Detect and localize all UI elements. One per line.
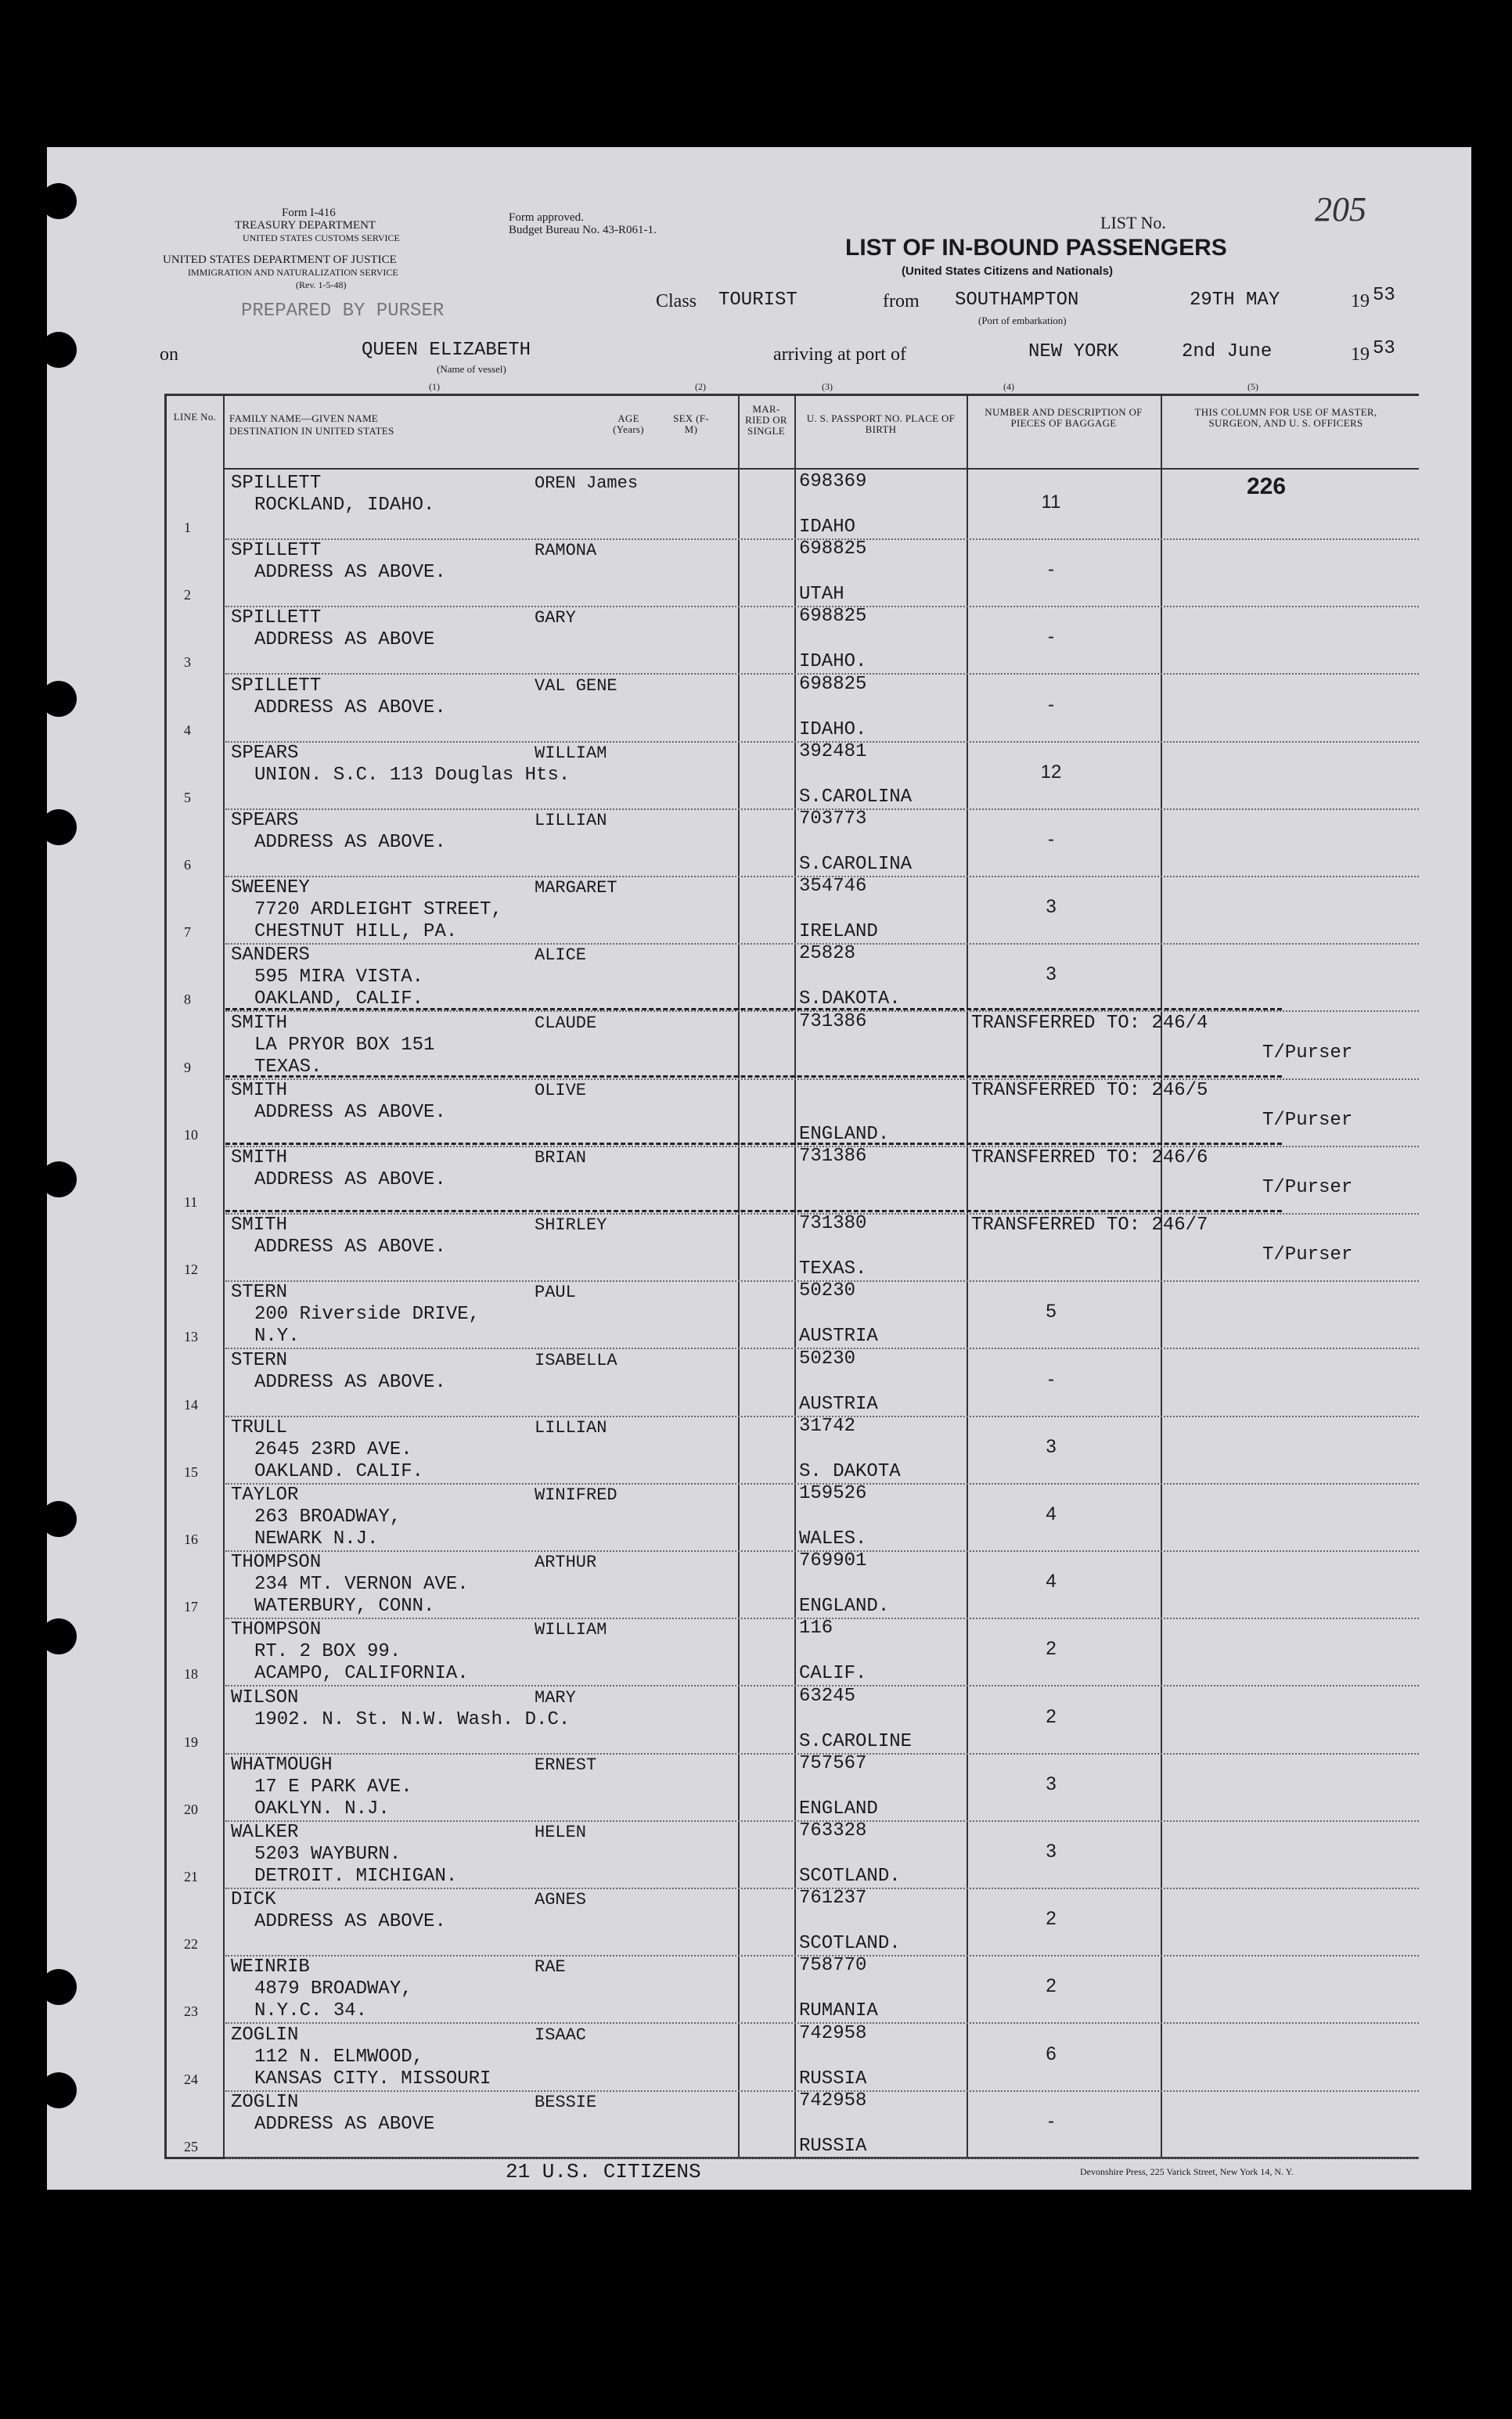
punch-hole: [41, 183, 77, 219]
baggage-count: 12: [1040, 761, 1062, 783]
place-of-birth: IDAHO.: [799, 718, 867, 740]
line-number: 19: [184, 1733, 198, 1750]
passport-number: 698369: [799, 471, 867, 492]
place-of-birth: AUSTRIA: [799, 1326, 878, 1348]
passport-number: 63245: [799, 1685, 856, 1707]
family-name: SMITH: [231, 1012, 288, 1034]
given-name: OREN James: [535, 473, 639, 493]
family-name: SMITH: [231, 1079, 288, 1101]
line-number: 18: [184, 1666, 198, 1683]
given-name: GARY: [535, 608, 576, 628]
passenger-row: [167, 1146, 1419, 1215]
vessel-note: (Name of vessel): [437, 363, 506, 375]
baggage-count: 4: [1046, 1571, 1057, 1593]
place-of-birth: ENGLAND.: [799, 1123, 890, 1145]
passenger-row: [167, 1820, 1419, 1889]
address-line-2: TEXAS.: [254, 1056, 322, 1078]
address-line-2: KANSAS CITY. MISSOURI: [254, 2068, 491, 2090]
purser-note: T/Purser: [1262, 1244, 1353, 1266]
place-of-birth: S.DAKOTA.: [799, 988, 901, 1010]
given-name: RAMONA: [535, 541, 597, 561]
place-of-birth: TEXAS.: [799, 1258, 867, 1280]
row-rule: [225, 2158, 1419, 2159]
address-line-1: ADDRESS AS ABOVE.: [254, 562, 446, 584]
punch-hole: [41, 2072, 77, 2108]
address-line-2: ACAMPO, CALIFORNIA.: [254, 1663, 469, 1685]
budget-bureau: Budget Bureau No. 43-R061-1.: [509, 224, 657, 236]
given-name: ISAAC: [535, 2025, 587, 2045]
line-number: 11: [184, 1194, 198, 1210]
vessel-name: QUEEN ELIZABETH: [362, 340, 531, 361]
family-name: SANDERS: [231, 945, 310, 967]
address-line-2: OAKLYN. N.J.: [254, 1798, 390, 1820]
given-name: ARTHUR: [535, 1553, 597, 1573]
transfer-note: TRANSFERRED TO: 246/7: [971, 1215, 1208, 1236]
given-name: MARY: [535, 1687, 576, 1708]
place-of-birth: IDAHO.: [799, 651, 867, 673]
baggage-count: -: [1048, 829, 1054, 850]
line-number: 10: [184, 1126, 198, 1143]
given-name: LILLIAN: [535, 1417, 607, 1438]
class-label: Class: [656, 291, 697, 311]
address-line-1: 234 MT. VERNON AVE.: [254, 1574, 469, 1596]
given-name: AGNES: [535, 1890, 587, 1910]
passenger-list-sheet: [47, 147, 1471, 2190]
line-number: 5: [184, 789, 191, 805]
line-number: 6: [184, 857, 191, 873]
baggage-count: -: [1048, 1368, 1054, 1390]
list-no-value: 205: [1315, 190, 1366, 229]
place-of-birth: S.CAROLINA: [799, 786, 913, 808]
passenger-row: [167, 1686, 1419, 1755]
baggage-count: 3: [1046, 896, 1057, 918]
baggage-count: 11: [1041, 491, 1061, 513]
customs-service: UNITED STATES CUSTOMS SERVICE: [243, 232, 400, 243]
family-name: SPILLETT: [231, 473, 322, 494]
header-officers: THIS COLUMN FOR USE OF MASTER, SURGEON, AND U. S. OFFICERS: [1194, 406, 1377, 429]
family-name: STERN: [231, 1349, 288, 1371]
baggage-count: -: [1048, 626, 1054, 648]
embark-note: (Port of embarkation): [978, 315, 1067, 326]
address-line-2: DETROIT. MICHIGAN.: [254, 1866, 458, 1887]
family-name: SPEARS: [231, 742, 299, 764]
family-name: ZOGLIN: [231, 2091, 299, 2113]
passenger-row: [167, 808, 1419, 877]
passport-number: 731386: [799, 1146, 867, 1167]
embark-port: SOUTHAMPTON: [955, 290, 1079, 311]
line-number: 25: [184, 2138, 198, 2154]
family-name: THOMPSON: [231, 1619, 322, 1641]
purser-note: T/Purser: [1262, 1109, 1353, 1131]
address-line-2: CHESTNUT HILL, PA.: [254, 921, 458, 943]
col-num: (2): [695, 381, 706, 392]
on-label: on: [160, 344, 178, 365]
passenger-row: [167, 1753, 1419, 1822]
line-number: 3: [184, 654, 191, 671]
passport-number: 354746: [799, 876, 867, 898]
address-line-1: 2645 23RD AVE.: [254, 1438, 412, 1460]
given-name: HELEN: [535, 1823, 587, 1842]
address-line-1: 7720 ARDLEIGHT STREET,: [254, 899, 502, 921]
line-number: 16: [184, 1532, 198, 1547]
arriving-label: arriving at port of: [773, 344, 906, 365]
prepared-by: PREPARED BY PURSER: [241, 301, 445, 322]
passenger-row: [167, 1550, 1419, 1619]
given-name: WILLIAM: [535, 743, 607, 763]
passenger-row: [167, 1078, 1419, 1147]
passenger-row: [167, 876, 1419, 945]
passport-number: 50230: [799, 1280, 856, 1302]
line-number: 1: [184, 520, 191, 535]
address-line-1: RT. 2 BOX 99.: [254, 1641, 401, 1663]
transfer-note: TRANSFERRED TO: 246/5: [971, 1079, 1208, 1101]
punch-hole: [41, 1969, 77, 2005]
address-line-2: OAKLAND, CALIF.: [254, 988, 424, 1010]
address-line-1: ADDRESS AS ABOVE.: [254, 1911, 446, 1933]
passenger-row: [167, 1416, 1419, 1485]
line-number: 9: [184, 1059, 191, 1075]
address-line-1: LA PRYOR BOX 151: [254, 1034, 435, 1056]
passport-number: 116: [799, 1618, 833, 1640]
passenger-row: [167, 606, 1419, 675]
baggage-count: -: [1048, 693, 1054, 715]
header-age: AGE (Years): [613, 412, 644, 435]
family-name: SPILLETT: [231, 675, 322, 697]
family-name: WILSON: [231, 1686, 299, 1708]
address-line-1: 5203 WAYBURN.: [254, 1844, 401, 1865]
passenger-row: [167, 2023, 1419, 2092]
address-line-2: NEWARK N.J.: [254, 1528, 379, 1550]
officer-note: 226: [1247, 473, 1287, 499]
baggage-count: 2: [1046, 1705, 1057, 1727]
given-name: ERNEST: [535, 1755, 597, 1775]
passport-number: 742958: [799, 2090, 867, 2111]
given-name: SHIRLEY: [535, 1215, 607, 1236]
address-line-2: N.Y.C. 34.: [254, 2000, 368, 2022]
given-name: BESSIE: [535, 2092, 597, 2112]
passenger-row: [167, 741, 1419, 810]
passenger-row: [167, 1955, 1419, 2024]
family-name: SMITH: [231, 1147, 288, 1168]
line-number: 7: [184, 924, 191, 941]
passenger-row: [167, 538, 1419, 607]
line-number: 8: [184, 992, 191, 1008]
passport-number: 50230: [799, 1348, 856, 1370]
given-name: LILLIAN: [535, 811, 607, 830]
given-name: OLIVE: [535, 1080, 587, 1100]
passenger-row: [167, 2090, 1419, 2159]
line-number: 20: [184, 1801, 198, 1817]
address-line-1: ADDRESS AS ABOVE.: [254, 1371, 446, 1393]
form-number: Form I-416: [282, 207, 336, 219]
passenger-row: [167, 1348, 1419, 1417]
address-line-1: 1902. N. St. N.W. Wash. D.C.: [254, 1708, 571, 1730]
strike-line: [225, 1008, 1282, 1010]
passenger-row: [167, 1618, 1419, 1686]
baggage-count: 6: [1046, 2043, 1057, 2064]
family-name: SPILLETT: [231, 607, 322, 629]
ins-service: IMMIGRATION AND NATURALIZATION SERVICE: [188, 267, 398, 278]
header-married: MAR-RIED OR SINGLE: [745, 403, 787, 437]
place-of-birth: IRELAND: [799, 921, 878, 943]
passport-number: 731380: [799, 1213, 867, 1235]
baggage-count: 2: [1046, 1975, 1057, 1997]
from-label: from: [883, 291, 920, 311]
header-baggage: NUMBER AND DESCRIPTION OF PIECES OF BAGGAGE: [985, 406, 1143, 429]
baggage-count: 2: [1046, 1908, 1057, 1930]
address-line-2: WATERBURY, CONN.: [254, 1596, 435, 1618]
passport-number: 758770: [799, 1955, 867, 1977]
purser-note: T/Purser: [1262, 1177, 1353, 1198]
given-name: PAUL: [535, 1283, 576, 1303]
passenger-row: [167, 1213, 1419, 1282]
family-name: DICK: [231, 1889, 276, 1911]
page-subtitle: (United States Citizens and Nationals): [902, 265, 1114, 278]
passenger-table: [164, 394, 1419, 2159]
place-of-birth: S. DAKOTA: [799, 1460, 901, 1482]
revision: (Rev. 1-5-48): [296, 279, 347, 290]
punch-hole: [41, 1161, 77, 1197]
header-passport: U. S. PASSPORT NO. PLACE OF BIRTH: [806, 412, 956, 435]
address-line-1: ROCKLAND, IDAHO.: [254, 495, 435, 516]
passenger-row: [167, 1483, 1419, 1552]
line-number: 24: [184, 2071, 198, 2087]
given-name: BRIAN: [535, 1148, 587, 1168]
justice-dept: UNITED STATES DEPARTMENT OF JUSTICE: [163, 254, 397, 266]
address-line-1: ADDRESS AS ABOVE.: [254, 832, 446, 853]
line-number: 14: [184, 1396, 198, 1413]
punch-hole: [41, 1618, 77, 1654]
place-of-birth: CALIF.: [799, 1663, 867, 1685]
year-prefix: 19: [1351, 344, 1370, 365]
given-name: ALICE: [535, 945, 587, 966]
place-of-birth: S.CAROLINA: [799, 854, 913, 875]
punch-hole: [41, 1501, 77, 1537]
address-line-1: ADDRESS AS ABOVE.: [254, 697, 446, 718]
embark-date: 29TH MAY: [1190, 290, 1280, 311]
place-of-birth: ENGLAND: [799, 1798, 878, 1820]
passenger-row: [167, 1280, 1419, 1349]
strike-line: [225, 1075, 1282, 1078]
passport-number: 769901: [799, 1550, 867, 1572]
purser-note: T/Purser: [1262, 1042, 1353, 1064]
col-num: (1): [429, 381, 440, 392]
printer-imprint: Devonshire Press, 225 Varick Street, New York 14, N. Y.: [1080, 2166, 1294, 2177]
baggage-count: 3: [1046, 963, 1057, 985]
place-of-birth: ENGLAND.: [799, 1596, 890, 1618]
line-number: 4: [184, 722, 191, 738]
total-citizens: 21 U.S. CITIZENS: [506, 2160, 701, 2183]
page-title: LIST OF IN-BOUND PASSENGERS: [845, 235, 1227, 261]
address-line-1: ADDRESS AS ABOVE.: [254, 1101, 446, 1123]
address-line-1: 595 MIRA VISTA.: [254, 967, 424, 988]
address-line-1: ADDRESS AS ABOVE.: [254, 1169, 446, 1190]
line-number: 17: [184, 1599, 198, 1615]
passport-number: 742958: [799, 2022, 867, 2044]
passenger-row: [167, 674, 1419, 743]
passport-number: 698825: [799, 606, 867, 628]
baggage-count: 5: [1046, 1301, 1057, 1323]
embark-year: 53: [1373, 285, 1395, 306]
family-name: SWEENEY: [231, 877, 310, 899]
baggage-count: 3: [1046, 1773, 1057, 1794]
place-of-birth: RUSSIA: [799, 2068, 867, 2090]
place-of-birth: RUMANIA: [799, 2000, 878, 2022]
list-no-label: LIST No.: [1100, 213, 1166, 232]
place-of-birth: SCOTLAND.: [799, 1866, 901, 1887]
family-name: THOMPSON: [231, 1552, 322, 1574]
col-num: (5): [1247, 381, 1258, 392]
punch-hole: [41, 332, 77, 368]
transfer-note: TRANSFERRED TO: 246/4: [971, 1012, 1208, 1034]
arrival-date: 2nd June: [1182, 341, 1273, 362]
family-name: SPILLETT: [231, 540, 322, 562]
passenger-row: [167, 1011, 1419, 1080]
passenger-row: [167, 471, 1419, 540]
address-line-1: UNION. S.C. 113 Douglas Hts.: [254, 764, 571, 786]
place-of-birth: SCOTLAND.: [799, 1933, 901, 1955]
transfer-note: TRANSFERRED TO: 246/6: [971, 1147, 1208, 1168]
baggage-count: -: [1048, 2110, 1054, 2132]
address-line-1: 112 N. ELMWOOD,: [254, 2046, 424, 2068]
passport-number: 25828: [799, 943, 856, 965]
header-line-no: LINE No.: [173, 411, 217, 423]
line-number: 12: [184, 1262, 198, 1278]
address-line-1: ADDRESS AS ABOVE.: [254, 1236, 446, 1258]
family-name: TRULL: [231, 1416, 288, 1438]
given-name: MARGARET: [535, 878, 617, 898]
family-name: STERN: [231, 1282, 288, 1304]
passport-number: 703773: [799, 808, 867, 830]
given-name: WINIFRED: [535, 1485, 617, 1505]
family-name: WHATMOUGH: [231, 1754, 333, 1776]
address-line-2: N.Y.: [254, 1326, 300, 1348]
line-number: 22: [184, 1936, 198, 1953]
family-name: TAYLOR: [231, 1485, 299, 1506]
passport-number: 31742: [799, 1415, 856, 1437]
place-of-birth: WALES.: [799, 1528, 867, 1550]
address-line-1: ADDRESS AS ABOVE: [254, 629, 435, 651]
address-line-1: 4879 BROADWAY,: [254, 1978, 412, 2000]
punch-hole: [41, 681, 77, 717]
line-number: 21: [184, 1869, 198, 1884]
baggage-count: 2: [1046, 1638, 1057, 1660]
line-number: 2: [184, 587, 191, 603]
passport-number: 763328: [799, 1820, 867, 1841]
given-name: CLAUDE: [535, 1013, 597, 1033]
given-name: RAE: [535, 1957, 566, 1978]
place-of-birth: S.CAROLINE: [799, 1730, 913, 1752]
address-line-1: 263 BROADWAY,: [254, 1506, 401, 1528]
line-number: 15: [184, 1463, 198, 1480]
strike-line: [225, 1143, 1282, 1145]
col-num: (3): [822, 381, 833, 392]
family-name: ZOGLIN: [231, 2024, 299, 2046]
passport-number: 698825: [799, 538, 867, 560]
class-value: TOURIST: [718, 290, 797, 311]
place-of-birth: IDAHO: [799, 517, 856, 538]
passport-number: 392481: [799, 740, 867, 762]
address-line-1: 200 Riverside DRIVE,: [254, 1304, 481, 1326]
address-line-1: ADDRESS AS ABOVE: [254, 2113, 435, 2135]
header-sex: SEX (F-M): [673, 412, 709, 435]
baggage-count: -: [1048, 559, 1054, 581]
place-of-birth: RUSSIA: [799, 2135, 867, 2157]
place-of-birth: AUSTRIA: [799, 1393, 878, 1415]
address-line-1: 17 E PARK AVE.: [254, 1776, 412, 1798]
given-name: VAL GENE: [535, 675, 617, 696]
address-line-2: OAKLAND. CALIF.: [254, 1460, 424, 1482]
form-approved: Form approved.: [509, 211, 584, 224]
punch-hole: [41, 809, 77, 845]
passenger-row: [167, 1888, 1419, 1956]
passport-number: 159526: [799, 1483, 867, 1504]
treasury-dept: TREASURY DEPARTMENT: [235, 219, 376, 232]
header-family-name: FAMILY NAME—GIVEN NAME: [229, 412, 379, 424]
family-name: WALKER: [231, 1822, 299, 1843]
passport-number: 761237: [799, 1888, 867, 1910]
family-name: SPEARS: [231, 810, 299, 831]
baggage-count: 3: [1046, 1841, 1057, 1862]
given-name: ISABELLA: [535, 1350, 617, 1370]
line-number: 13: [184, 1329, 198, 1345]
col-num: (4): [1003, 381, 1014, 392]
family-name: WEINRIB: [231, 1956, 310, 1978]
passport-number: 698825: [799, 673, 867, 695]
family-name: SMITH: [231, 1215, 288, 1236]
header-destination: DESTINATION IN UNITED STATES: [229, 425, 394, 437]
arrival-port: NEW YORK: [1028, 341, 1119, 362]
given-name: WILLIAM: [535, 1620, 607, 1640]
strike-line: [225, 1210, 1282, 1212]
line-number: 23: [184, 2003, 198, 2020]
passenger-row: [167, 943, 1419, 1012]
baggage-count: 4: [1046, 1503, 1057, 1524]
passport-number: 757567: [799, 1752, 867, 1774]
passport-number: 731386: [799, 1010, 867, 1032]
baggage-count: 3: [1046, 1435, 1057, 1457]
arrival-year: 53: [1373, 338, 1395, 359]
place-of-birth: UTAH: [799, 584, 844, 606]
year-prefix: 19: [1351, 291, 1370, 311]
